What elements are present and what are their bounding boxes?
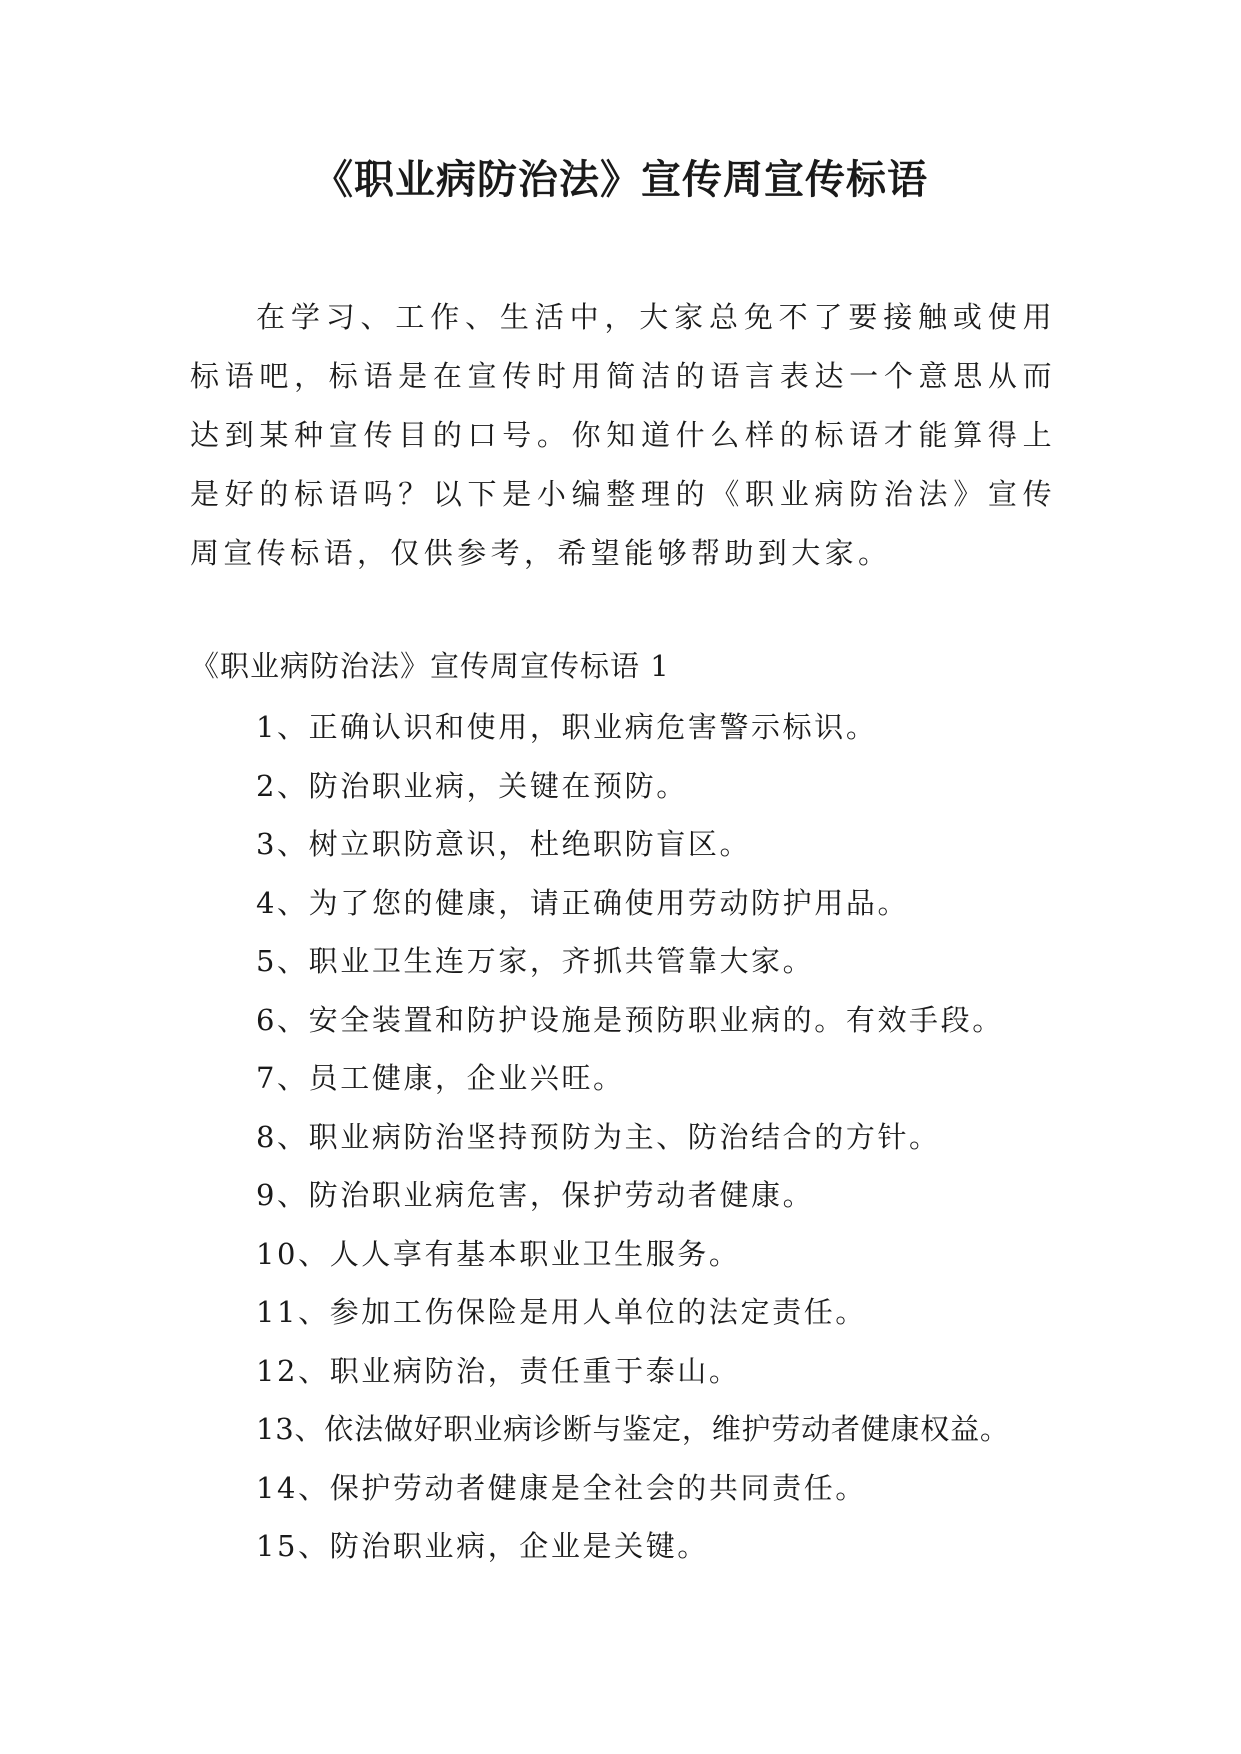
slogan-item: 12、职业病防治，责任重于泰山。 <box>256 1353 741 1388</box>
slogan-item: 7、员工健康，企业兴旺。 <box>256 1061 625 1095</box>
slogan-item: 8、职业病防治坚持预防为主、防治结合的方针。 <box>256 1119 941 1154</box>
slogan-item: 13、依法做好职业病诊断与鉴定，维护劳动者健康权益。 <box>256 1412 1010 1446</box>
slogan-item: 3、树立职防意识，杜绝职防盲区。 <box>256 827 752 861</box>
slogan-item: 14、保护劳动者健康是全社会的共同责任。 <box>256 1470 867 1505</box>
slogan-item: 11、参加工伤保险是用人单位的法定责任。 <box>256 1295 867 1329</box>
slogan-item: 5、职业卫生连万家，齐抓共管靠大家。 <box>256 944 815 978</box>
intro-paragraph: 在学习、工作、生活中，大家总免不了要接触或使用标语吧，标语是在宣传时用简洁的语言表达一个意思从而达到某种宣传目的口号。你知道什么样的标语才能算得上是好的标语吗？以下是小编整理的《职业病防治法》宣传周宣传标语，仅供参考，希望能够帮助到大家。 <box>190 300 1056 570</box>
slogan-item: 9、防治职业病危害，保护劳动者健康。 <box>256 1178 815 1212</box>
slogan-item: 6、安全装置和防护设施是预防职业病的。有效手段。 <box>256 1002 1004 1037</box>
section-heading: 《职业病防治法》宣传周宣传标语 1 <box>190 649 670 683</box>
slogan-item: 10、人人享有基本职业卫生服务。 <box>256 1236 741 1271</box>
slogan-item: 1、正确认识和使用，职业病危害警示标识。 <box>256 710 878 744</box>
slogan-item: 2、防治职业病，关键在预防。 <box>256 768 688 803</box>
slogan-item: 4、为了您的健康，请正确使用劳动防护用品。 <box>256 885 910 920</box>
document-title: 《职业病防治法》宣传周宣传标语 <box>313 156 928 203</box>
slogan-list <box>256 698 1076 1576</box>
slogan-item: 15、防治职业病，企业是关键。 <box>256 1529 709 1563</box>
